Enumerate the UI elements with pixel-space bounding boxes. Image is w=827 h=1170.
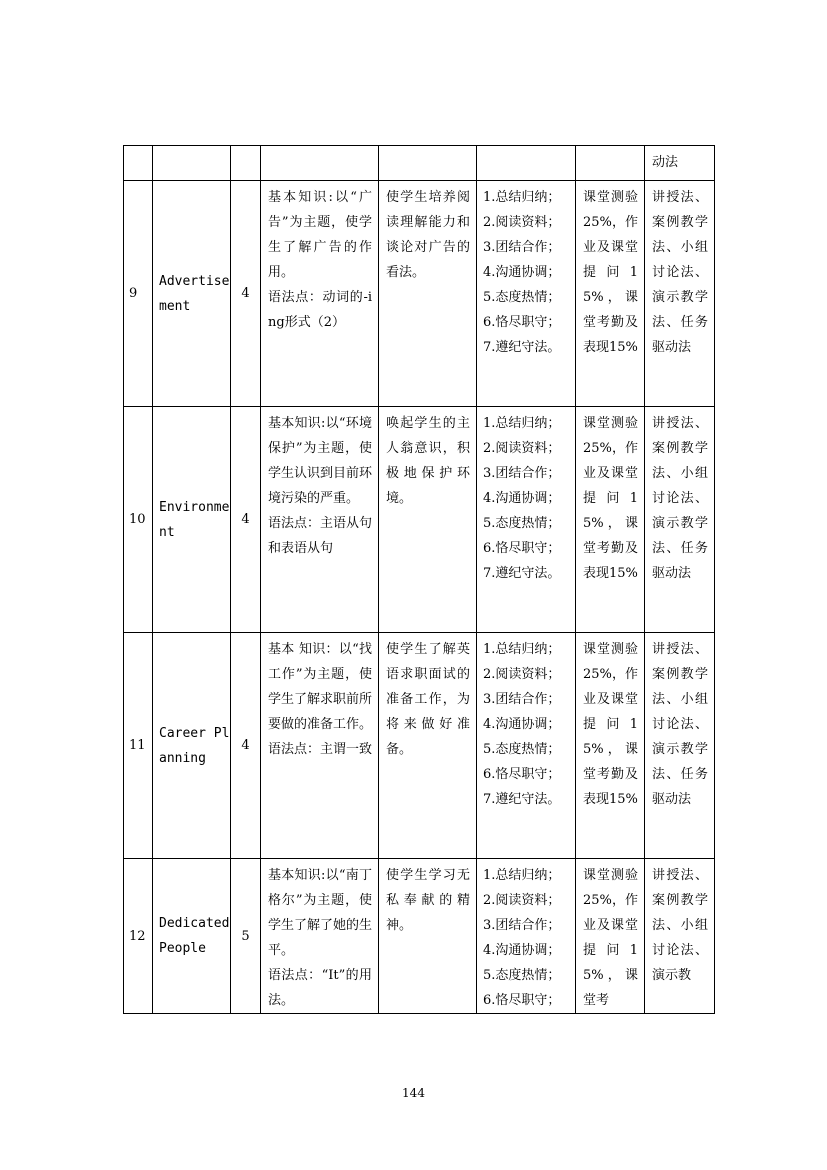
quality-goal-item: 6.恪尽职守； xyxy=(483,315,561,330)
page-number: 144 xyxy=(402,1086,425,1100)
table-row xyxy=(124,407,715,633)
table-row xyxy=(124,859,715,1014)
quality-goal-item: 2.阅读资料； xyxy=(483,893,561,908)
row-number-cell: 12 xyxy=(124,859,153,1014)
quality-goal-item: 1.总结归纳； xyxy=(483,190,561,205)
goal-cell: 使学生学习无私奉献的精神。 xyxy=(379,859,477,1014)
quality-goal-item: 6.恪尽职守； xyxy=(483,767,561,782)
hours-cell: 4 xyxy=(231,633,261,859)
cell-empty xyxy=(153,146,231,181)
quality-goal-item: 3.团结合作； xyxy=(483,240,561,255)
teaching-method-cell: 讲授法、案例教学法、小组讨论法、演示教 xyxy=(645,859,715,1014)
quality-goal-item: 1.总结归纳； xyxy=(483,416,561,431)
quality-goal-item: 3.团结合作； xyxy=(483,692,561,707)
goal-cell: 使学生了解英语求职面试的准备工作，为将来做好准备。 xyxy=(379,633,477,859)
quality-goal-item: 4.沟通协调； xyxy=(483,943,561,958)
quality-goals-cell xyxy=(477,633,576,859)
quality-goals-cell xyxy=(477,407,576,633)
table-row xyxy=(124,633,715,859)
quality-goal-item: 5.态度热情； xyxy=(483,516,561,531)
quality-goal-item: 3.团结合作； xyxy=(483,918,561,933)
table-row-continuation xyxy=(124,146,715,181)
goal-cell: 使学生培养阅读理解能力和谈论对广告的看法。 xyxy=(379,181,477,407)
quality-goal-item: 5.态度热情； xyxy=(483,290,561,305)
content-cell: 基本 知识：以“找工作”为主题，使学生了解求职前所要做的准备工作。 语法点：主谓一致 xyxy=(261,633,379,859)
assessment-cell: 课堂测验25%，作业及课堂提问15%，课堂考勤及表现15% xyxy=(576,633,645,859)
quality-goals-cell xyxy=(477,181,576,407)
hours-cell: 4 xyxy=(231,407,261,633)
content-cell: 基本知识:以“环境保护”为主题，使学生认识到目前环境污染的严重。 语法点：主语从句和表语从句 xyxy=(261,407,379,633)
cell-empty xyxy=(379,146,477,181)
row-number-cell: 9 xyxy=(124,181,153,407)
quality-goal-item: 7.遵纪守法。 xyxy=(483,566,561,581)
cell-empty xyxy=(124,146,153,181)
cell-empty xyxy=(231,146,261,181)
hours-cell: 5 xyxy=(231,859,261,1014)
teaching-method-cell: 讲授法、案例教学法、小组讨论法、演示教学法、任务驱动法 xyxy=(645,181,715,407)
cell-empty xyxy=(261,146,379,181)
cell-empty xyxy=(576,146,645,181)
assessment-cell: 课堂测验25%，作业及课堂提问15%，课堂考勤及表现15% xyxy=(576,407,645,633)
quality-goal-item: 2.阅读资料； xyxy=(483,441,561,456)
teaching-method-cell: 讲授法、案例教学法、小组讨论法、演示教学法、任务驱动法 xyxy=(645,633,715,859)
syllabus-table xyxy=(123,145,715,1014)
assessment-cell: 课堂测验25%，作业及课堂提问15%，课堂考 xyxy=(576,859,645,1014)
quality-goal-item: 7.遵纪守法。 xyxy=(483,792,561,807)
quality-goal-item: 6.恪尽职守； xyxy=(483,541,561,556)
quality-goals-cell xyxy=(477,859,576,1014)
quality-goal-item: 4.沟通协调； xyxy=(483,717,561,732)
quality-goal-item: 4.沟通协调； xyxy=(483,265,561,280)
cell-empty xyxy=(477,146,576,181)
quality-goal-item: 6.恪尽职守； xyxy=(483,993,561,1008)
quality-goal-item: 5.态度热情； xyxy=(483,968,561,983)
unit-title-cell: Dedicated People xyxy=(153,859,231,1014)
row-number-cell: 11 xyxy=(124,633,153,859)
quality-goal-item: 5.态度热情； xyxy=(483,742,561,757)
row-number-cell: 10 xyxy=(124,407,153,633)
table-row xyxy=(124,181,715,407)
quality-goal-item: 4.沟通协调； xyxy=(483,491,561,506)
quality-goal-item: 1.总结归纳； xyxy=(483,642,561,657)
teaching-method-cell: 讲授法、案例教学法、小组讨论法、演示教学法、任务驱动法 xyxy=(645,407,715,633)
quality-goal-item: 7.遵纪守法。 xyxy=(483,340,561,355)
quality-goal-item: 3.团结合作； xyxy=(483,466,561,481)
goal-cell: 唤起学生的主人翁意识，积极地保护环境。 xyxy=(379,407,477,633)
unit-title-cell: Environment xyxy=(153,407,231,633)
unit-title-cell: Advertisement xyxy=(153,181,231,407)
quality-goal-item: 1.总结归纳； xyxy=(483,868,561,883)
content-cell: 基本知识:以“广告”为主题，使学生了解广告的作用。 语法点：动词的-ing形式（2） xyxy=(261,181,379,407)
quality-goal-item: 2.阅读资料； xyxy=(483,667,561,682)
assessment-cell: 课堂测验25%，作业及课堂提问15%，课堂考勤及表现15% xyxy=(576,181,645,407)
content-cell: 基本知识:以“南丁格尔”为主题，使学生了解了她的生平。 语法点：“It”的用法。 xyxy=(261,859,379,1014)
hours-cell: 4 xyxy=(231,181,261,407)
unit-title-cell: Career Planning xyxy=(153,633,231,859)
teaching-method-cell: 动法 xyxy=(645,146,715,181)
quality-goal-item: 2.阅读资料； xyxy=(483,215,561,230)
